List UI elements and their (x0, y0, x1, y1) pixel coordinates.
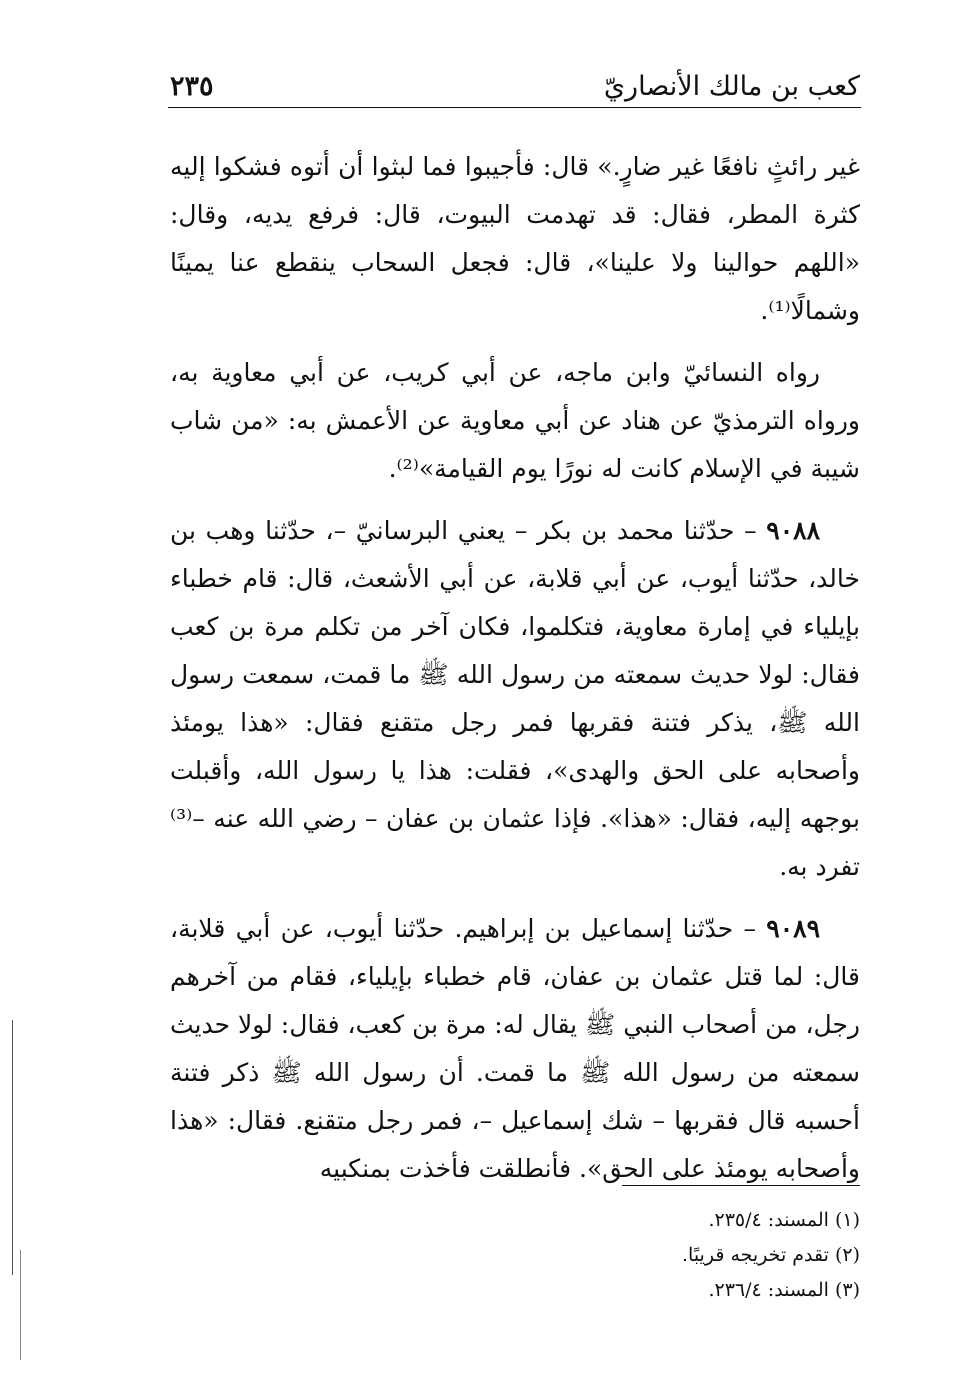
hadith-9088 (170, 507, 860, 891)
scan-edge-mark (12, 1020, 13, 1275)
hadith-number: ٩٠٨٨ (766, 516, 820, 545)
header-rule (168, 107, 861, 108)
footnotes (470, 1203, 860, 1308)
paragraph-narration: رواه النسائيّ وابن ماجه، عن أبي كريب، عن أبي معاوية به، ورواه الترمذيّ عن هناد عن أبي معاوية عن الأعمش به: «من شاب شيبة في الإسلام كانت له نورًا يوم القيامة»⁽²⁾. (170, 358, 860, 483)
footnote-2: (٢) تقدم تخريجه قريبًا. (682, 1244, 860, 1266)
page-header (170, 66, 860, 108)
footnote-1: (١) المسند: ٢٣٥/٤. (708, 1209, 860, 1231)
main-text (170, 143, 860, 1207)
hadith-text: – حدّثنا محمد بن بكر – يعني البرسانيّ –، حدّثنا وهب بن خالد، حدّثنا أيوب، عن أبي قلابة، عن أبي الأشعث، قال: قام خطباء بإيلياء في إمارة معاوية، فتكلموا، فكان آخر من تكلم مرة بن كعب فقال: لولا حديث سمعته من رسول الله ﷺ ما قمت، سمعت رسول الله ﷺ، يذكر فتنة فقربها فمر رجل متقنع فقال: «هذا يومئذ وأصحابه على الحق والهدى»، فقلت: هذا يا رسول الله، وأقبلت بوجهه إليه، فقال: «هذا». فإذا عثمان بن عفان – رضي الله عنه –⁽³⁾ تفرد به. (170, 516, 860, 881)
hadith-number: ٩٠٨٩ (766, 914, 820, 943)
footnote-3: (٣) المسند: ٢٣٦/٤. (708, 1279, 860, 1301)
hadith-9089 (170, 905, 860, 1193)
hadith-text: – حدّثنا إسماعيل بن إبراهيم. حدّثنا أيوب، عن أبي قلابة، قال: لما قتل عثمان بن عفان، قام خطباء بإيلياء، فقام من آخرهم رجل، من أصحاب النبي ﷺ يقال له: مرة بن كعب، فقال: لولا حديث سمعته من رسول الله ﷺ ما قمت. أن رسول الله ﷺ ذكر فتنة أحسبه قال فقربها – شك إسماعيل –، فمر رجل متقنع. فقال: «هذا وأصحابه يومئذ على الحق». فأنطلقت فأخذت بمنكبيه (170, 914, 860, 1183)
running-title: كعب بن مالك الأنصاريّ (603, 71, 860, 102)
page-number: ٢٣٥ (170, 71, 214, 102)
scan-edge-mark (20, 1250, 21, 1360)
footnote-rule (622, 1185, 860, 1186)
paragraph-continuation: غير رائثٍ نافعًا غير ضارٍ.» قال: فأجيبوا فما لبثوا أن أتوه فشكوا إليه كثرة المطر، فقال: قد تهدمت البيوت، قال: فرفع يديه، وقال: «اللهم حوالينا ولا علينا»، قال: فجعل السحاب ينقطع عنا يمينًا وشمالًا⁽¹⁾. (170, 152, 860, 325)
